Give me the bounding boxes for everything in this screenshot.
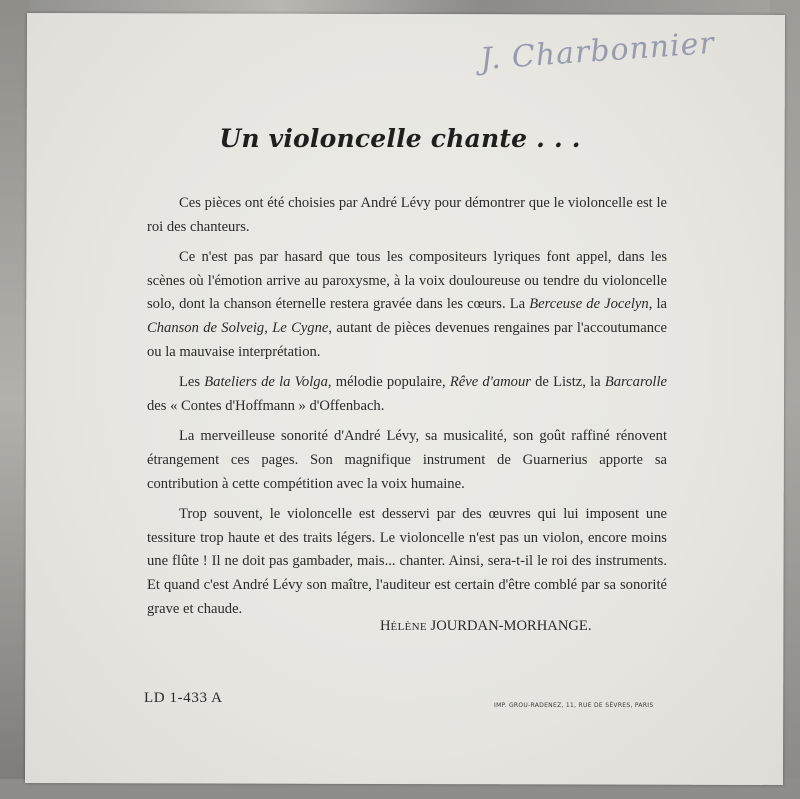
paragraph — [147, 371, 667, 418]
paragraph-text: Trop souvent, le violoncelle est desservi par des œuvres qui lui imposent une tessiture trop haute et des traits légers. Le violoncelle n'est pas un violon, encore moins une flûte ! Il ne doit pas gambader, mais... chanter. Ainsi, sera-t-il le roi des instruments. Et quand c'est André Lévy son maître, l'auditeur est certain d'être comblé par sa sonorité grave et chaude. — [147, 506, 667, 617]
paragraph — [147, 246, 667, 364]
author-surname: JOURDAN-MORHANGE. — [430, 618, 592, 634]
author-initial: H — [380, 618, 391, 634]
paragraph-text: Les — [179, 374, 205, 391]
page-title: Un violoncelle chante . . . — [219, 124, 581, 153]
paragraph-text: de Listz, la — [530, 374, 605, 391]
printer-credit: IMP. GROU-RADENEZ, 11, RUE DE SÈVRES, PARIS — [494, 702, 654, 709]
italic-title-text: Berceuse de Jocelyn — [529, 296, 649, 313]
italic-title-text: Chanson de Solveig — [147, 319, 265, 336]
paragraph-text: , — [264, 319, 273, 336]
italic-title-text: Rêve d'amour — [449, 374, 531, 391]
paragraph-text: , mélodie populaire, — [327, 374, 450, 391]
paragraph-text: , autant de pièces devenues rengaines par l'accoutumance ou la mauvaise interprétation. — [147, 319, 668, 360]
paragraph-text: des « Contes d'Hoffmann » d'Offenbach. — [147, 397, 385, 414]
liner-notes — [147, 192, 667, 628]
paragraph-text: Ce n'est pas par hasard que tous les compositeurs lyriques font appel, dans les scènes où l'émotion arrive au paroxysme, à la voix douloureuse ou tendre du violoncelle solo, dont la chanson éternelle restera gravée dans les cœurs. La — [147, 249, 667, 313]
paragraph — [147, 425, 667, 496]
paragraph-text: Ces pièces ont été choisies par André Lévy pour démontrer que le violoncelle est le roi des chanteurs. — [147, 195, 667, 235]
author-firstname-rest: ÉLÈNE — [390, 621, 427, 633]
paragraph — [147, 192, 667, 239]
paragraph — [147, 503, 667, 621]
italic-title-text: Bateliers de la Volga — [204, 374, 328, 391]
author-signature-line — [380, 618, 591, 635]
paragraph-text: , la — [648, 296, 667, 313]
paragraph-text: La merveilleuse sonorité d'André Lévy, sa musicalité, son goût raffiné rénovent étrangement ces pages. Son magnifique instrument de Guarnerius apporte sa contribution à cette compétition avec la voix humaine. — [147, 428, 667, 492]
italic-title-text: Barcarolle — [604, 374, 667, 391]
catalog-number: LD 1-433 A — [144, 690, 223, 706]
italic-title-text: Le Cygne — [272, 319, 329, 336]
handwritten-signature: J. Charbonnier — [479, 25, 716, 78]
